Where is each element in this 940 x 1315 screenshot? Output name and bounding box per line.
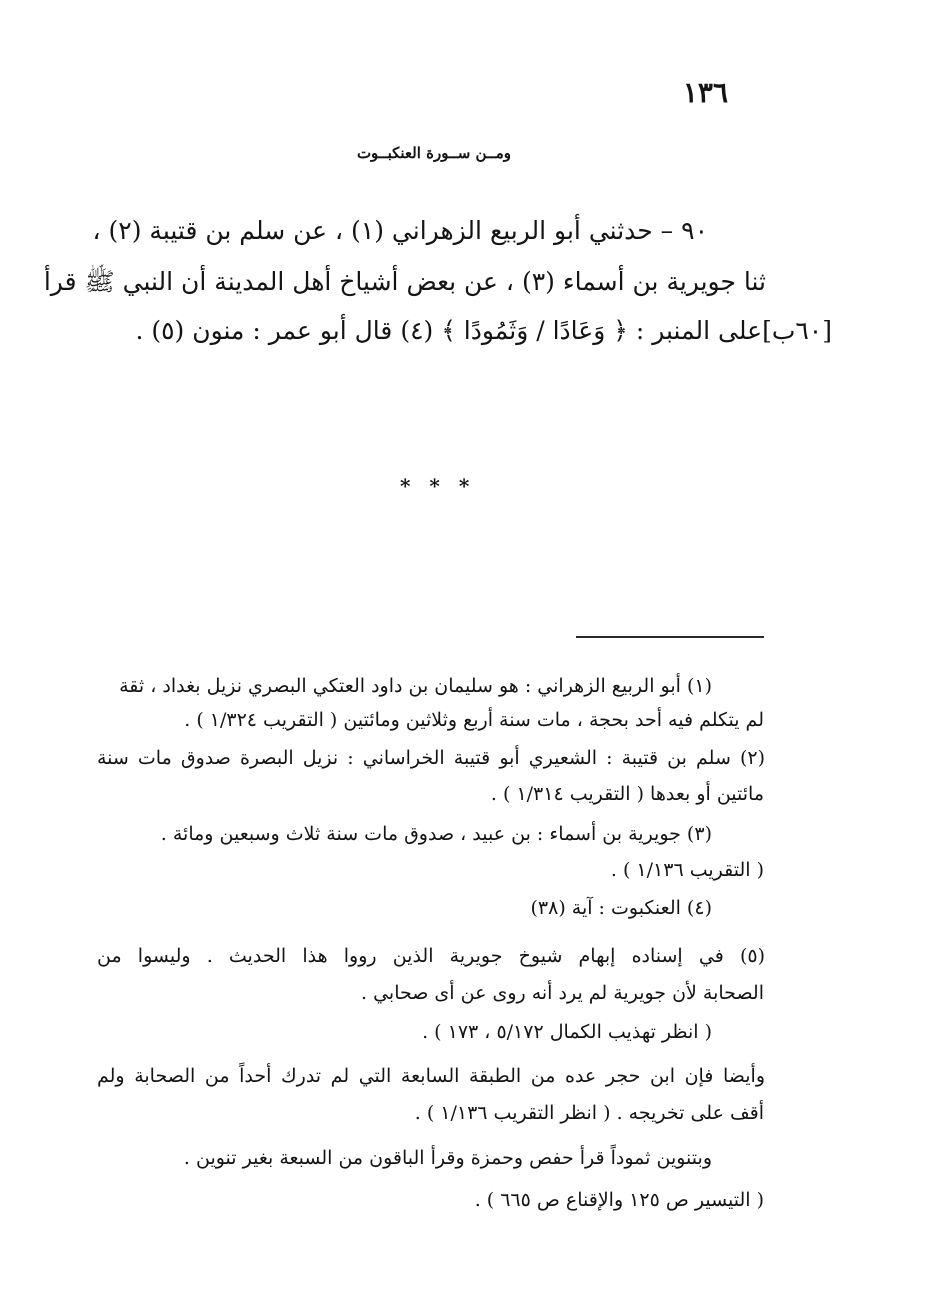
page-number: ١٣٦ (682, 76, 728, 109)
footnote-line-8: (٥) في إسناده إبهام شيوخ جويرية الذين رووا هذا الحديث . وليسوا من (97, 945, 765, 967)
footnote-rule (576, 636, 764, 638)
section-separator: * * * (400, 474, 476, 498)
footnote-line-4: مائتين أو بعدها ( التقريب ١/٣١٤ ) . (490, 783, 764, 805)
footnote-line-9: الصحابة لأن جويرية لم يرد أنه روى عن أى صحابي . (360, 982, 764, 1004)
footnote-line-6: ( التقريب ١/١٣٦ ) . (610, 859, 764, 881)
hadith-line-2: ثنا جويرية بن أسماء (٣) ، عن بعض أشياخ أهل المدينة أن النبي ﷺ قرأ (43, 267, 766, 296)
footnote-line-10: ( انظر تهذيب الكمال ٥/١٧٢ ، ١٧٣ ) . (422, 1021, 712, 1043)
footnote-line-12: أقف على تخريجه . ( انظر التقريب ١/١٣٦ ) . (414, 1102, 764, 1124)
footnote-line-13: وبتنوين ثموداً قرأ حفص وحمزة وقرأ الباقون من السبعة بغير تنوين . (183, 1147, 712, 1169)
footnote-line-2: لم يتكلم فيه أحد بحجة ، مات سنة أربع وثلاثين ومائتين ( التقريب ١/٣٢٤ ) . (184, 709, 764, 731)
footnote-line-3: (٢) سلم بن قتيبة : الشعيري أبو قتيبة الخراساني : نزيل البصرة صدوق مات سنة (97, 747, 765, 769)
footnote-line-11: وأيضا فإن ابن حجر عده من الطبقة السابعة التي لم تدرك أحداً من الصحابة ولم (97, 1065, 765, 1087)
hadith-line-1: ٩٠ – حدثني أبو الربيع الزهراني (١) ، عن سلم بن قتيبة (٢) ، (92, 216, 708, 245)
footnote-line-5: (٣) جويرية بن أسماء : بن عبيد ، صدوق مات سنة ثلاث وسبعين ومائة . (160, 823, 712, 845)
chapter-heading: ومــن ســورة العنكبــوت (356, 144, 512, 162)
hadith-line-3: [٦٠ب]على المنبر : ﴿ وَعَادًا / وَثَمُودًا ﴾ (٤) قال أبو عمر : منون (٥) . (135, 316, 832, 345)
footnote-line-1: (١) أبو الربيع الزهراني : هو سليمان بن داود العتكي البصري نزيل بغداد ، ثقة (119, 675, 712, 697)
footnote-line-14: ( التيسير ص ١٢٥ والإقناع ص ٦٦٥ ) . (474, 1189, 764, 1211)
footnote-line-7: (٤) العنكبوت : آية (٣٨) (530, 897, 712, 919)
